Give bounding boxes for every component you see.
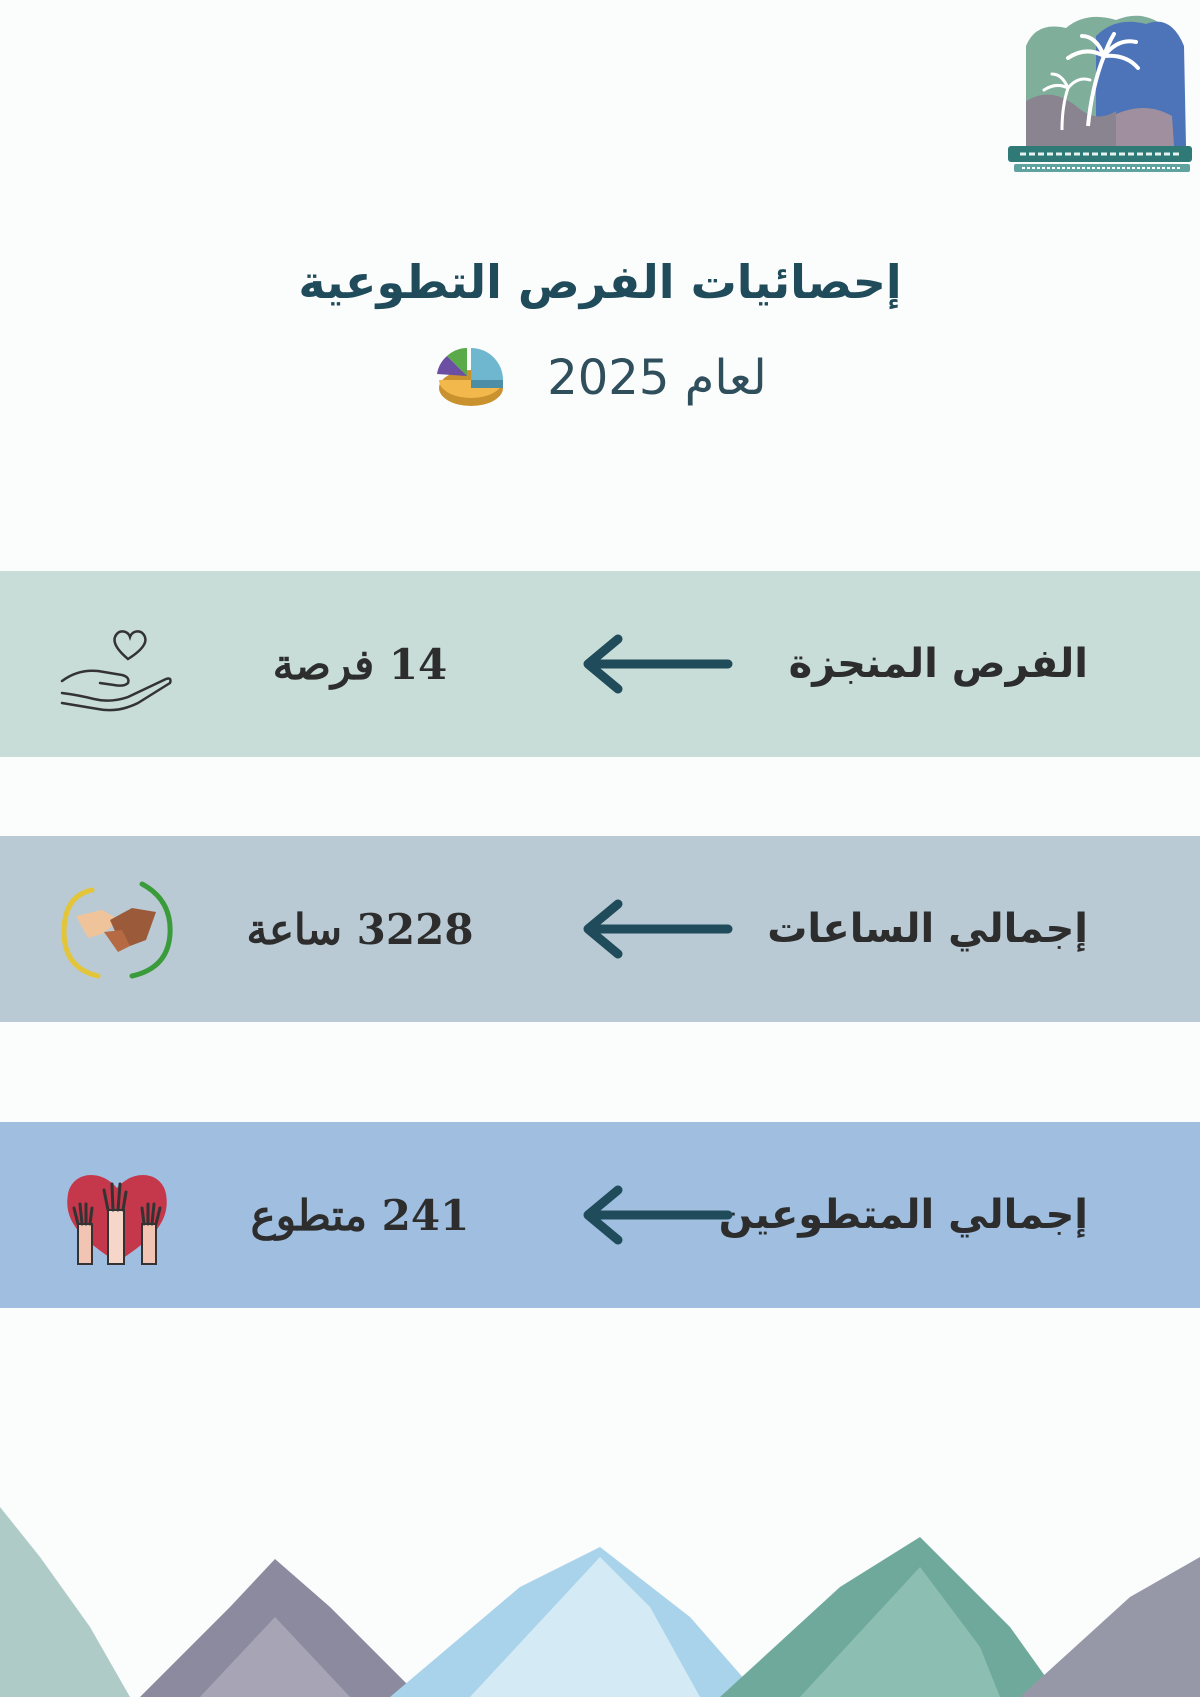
stat-band-volunteers bbox=[0, 1122, 1200, 1308]
stat-value: 14 فرصة bbox=[272, 639, 448, 689]
page-subtitle: لعام 2025 bbox=[547, 350, 767, 406]
palm-mountain-logo-icon bbox=[996, 6, 1198, 176]
stat-band-opportunities bbox=[0, 571, 1200, 757]
heart-hand-icon bbox=[58, 611, 176, 719]
stat-value: 241 متطوع bbox=[250, 1190, 470, 1240]
arrow-left-icon bbox=[578, 1182, 734, 1248]
arrow-left-icon bbox=[578, 631, 734, 697]
handshake-icon bbox=[58, 876, 176, 984]
pie-chart-icon bbox=[433, 340, 513, 416]
mountains-decoration bbox=[0, 1497, 1200, 1697]
stat-label: إجمالي المتطوعين bbox=[718, 1192, 1088, 1238]
stat-label: الفرص المنجزة bbox=[788, 641, 1088, 687]
association-logo bbox=[996, 6, 1198, 176]
arrow-left-icon bbox=[578, 896, 734, 962]
subtitle-row bbox=[0, 340, 1200, 416]
page-title: إحصائيات الفرص التطوعية bbox=[298, 255, 902, 309]
stat-band-hours bbox=[0, 836, 1200, 1022]
stat-value: 3228 ساعة bbox=[246, 904, 474, 954]
stat-label: إجمالي الساعات bbox=[767, 906, 1088, 952]
raised-hands-heart-icon bbox=[58, 1162, 176, 1270]
